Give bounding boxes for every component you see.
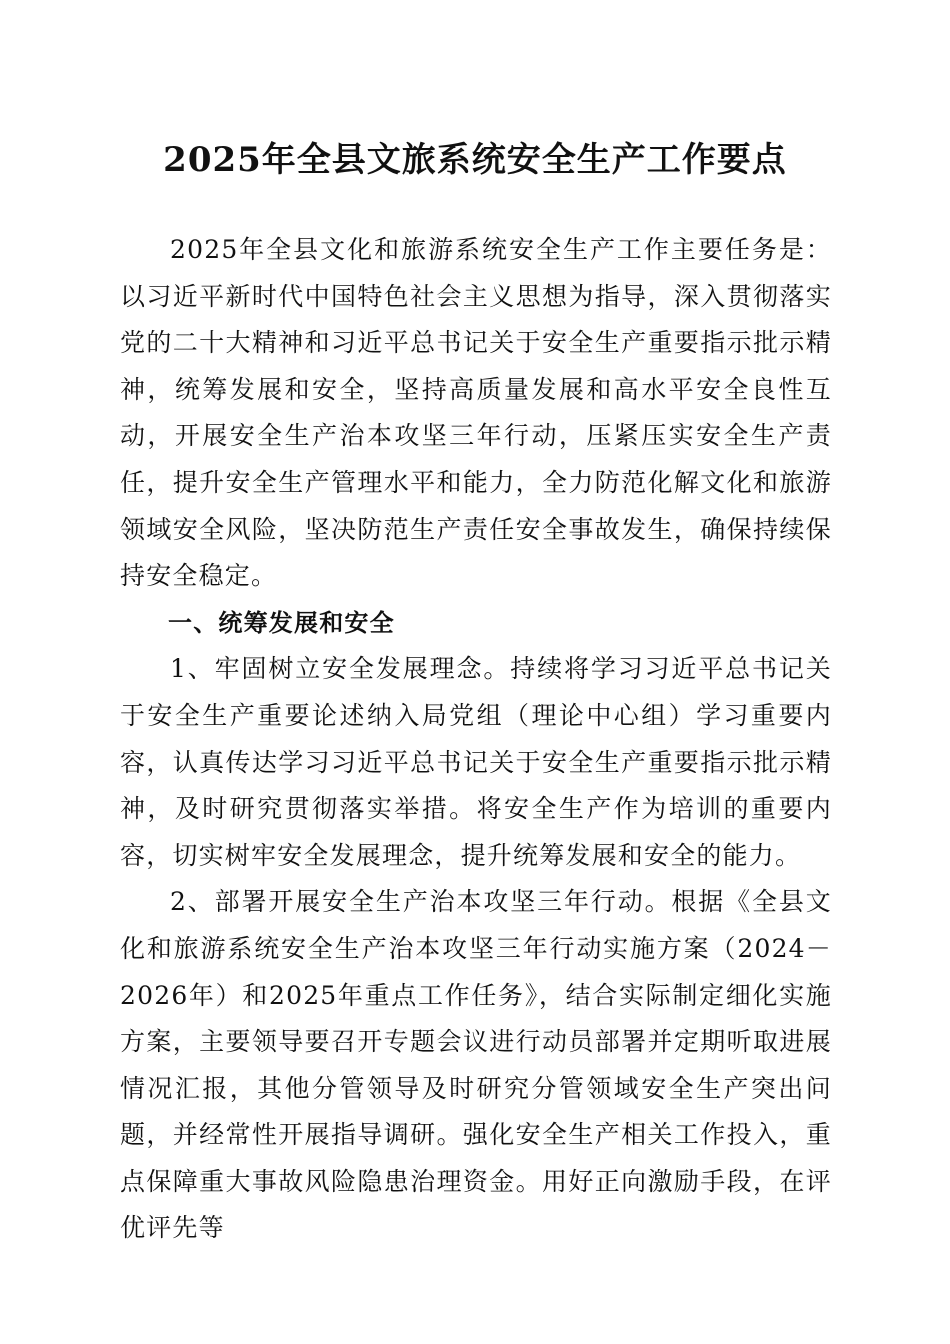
paragraph-item-2: 2、部署开展安全生产治本攻坚三年行动。根据《全县文化和旅游系统安全生产治本攻坚三年行动实施方案（2024－2026年）和2025年重点工作任务》，结合实际制定细化实施方案，主要领导要召开专题会议进行动员部署并定期听取进展情况汇报，其他分管领导及时研究分管领域安全生产突出问题，并经常性开展指导调研。强化安全生产相关工作投入，重点保障重大事故风险隐患治理资金。用好正向激励手段，在评优评先等 [120,887,832,1243]
intro-paragraph: 2025年全县文化和旅游系统安全生产工作主要任务是：以习近平新时代中国特色社会主义思想为指导，深入贯彻落实党的二十大精神和习近平总书记关于安全生产重要指示批示精神，统筹发展和安全，坚持高质量发展和高水平安全良性互动，开展安全生产治本攻坚三年行动，压紧压实安全生产责任，提升安全生产管理水平和能力，全力防范化解文化和旅游领域安全风险，坚决防范生产责任安全事故发生，确保持续保持安全稳定。 [120,235,832,591]
section-heading: 一、统筹发展和安全 [168,608,395,637]
document-title: 2025年全县文旅系统安全生产工作要点 [163,140,787,180]
document-body [120,227,832,1252]
paragraph-item-1: 1、牢固树立安全发展理念。持续将学习习近平总书记关于安全生产重要论述纳入局党组（理论中心组）学习重要内容，认真传达学习习近平总书记关于安全生产重要指示批示精神，及时研究贯彻落实举措。将安全生产作为培训的重要内容，切实树牢安全发展理念，提升统筹发展和安全的能力。 [120,654,832,870]
